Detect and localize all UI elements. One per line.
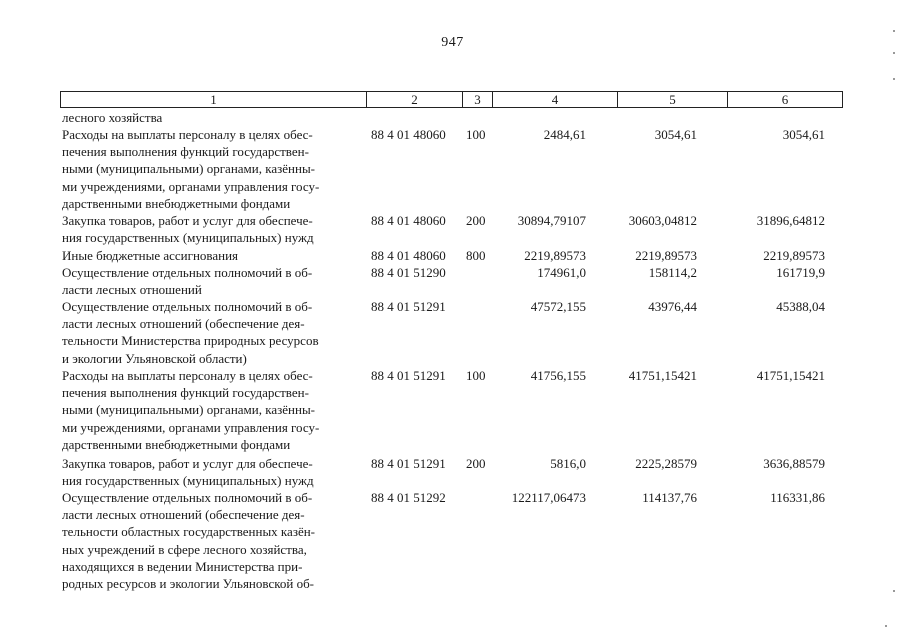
row-value-col5: 41751,15421 [628, 368, 697, 383]
row-description: Иные бюджетные ассигнования [62, 248, 239, 263]
row-value-col6: 2219,89573 [763, 248, 825, 263]
row-value-col4: 30894,79107 [517, 213, 586, 228]
row-value-col4: 2484,61 [543, 127, 586, 142]
header-col-3: 3 [463, 92, 493, 107]
row-value-col6: 41751,15421 [756, 368, 825, 383]
row-code: 88 4 01 48060 [371, 213, 446, 228]
scan-speck [893, 590, 895, 592]
row-description: лесного хозяйства [62, 110, 163, 125]
row-value-col4: 174961,0 [537, 265, 586, 280]
row-description: Расходы на выплаты персоналу в целях обес- печения выполнения функций государствен- ными (муниципальными) органами, казённы- ми учреждениями, органами управления госу- дарственными внебюджетными фондами [62, 127, 320, 211]
row-value-col5: 30603,04812 [628, 213, 697, 228]
page-number: 947 [441, 35, 464, 50]
header-col-1: 1 [61, 92, 367, 107]
row-value-col4: 5816,0 [550, 456, 586, 471]
row-type: 200 [466, 213, 486, 228]
row-code: 88 4 01 51291 [371, 299, 446, 314]
row-type: 100 [466, 368, 486, 383]
row-type: 800 [466, 248, 486, 263]
row-code: 88 4 01 51291 [371, 368, 446, 383]
table-header [60, 91, 843, 108]
row-code: 88 4 01 48060 [371, 248, 446, 263]
row-description: Осуществление отдельных полномочий в об- ласти лесных отношений (обеспечение дея- тельности Министерства природных ресурсов и экологии Ульяновской области) [62, 299, 319, 366]
scan-speck [893, 30, 895, 32]
header-col-5: 5 [618, 92, 728, 107]
row-code: 88 4 01 51292 [371, 490, 446, 505]
row-value-col4: 41756,155 [530, 368, 586, 383]
row-type: 100 [466, 127, 486, 142]
row-code: 88 4 01 51291 [371, 456, 446, 471]
row-value-col6: 116331,86 [770, 490, 825, 505]
row-type: 200 [466, 456, 486, 471]
row-value-col5: 43976,44 [648, 299, 697, 314]
row-value-col6: 3054,61 [782, 127, 825, 142]
row-value-col5: 158114,2 [648, 265, 697, 280]
row-description: Закупка товаров, работ и услуг для обеспече- ния государственных (муниципальных) нужд [62, 456, 314, 489]
header-col-4: 4 [493, 92, 618, 107]
row-description: Закупка товаров, работ и услуг для обеспече- ния государственных (муниципальных) нужд [62, 213, 314, 246]
row-value-col4: 2219,89573 [524, 248, 586, 263]
row-value-col6: 3636,88579 [763, 456, 825, 471]
row-value-col5: 2225,28579 [635, 456, 697, 471]
row-description: Осуществление отдельных полномочий в об- ласти лесных отношений (обеспечение дея- тельности областных государственных казён- ных учреждений в сфере лесного хозяйства, находящихся в ведении Министерства при- родных ресурсов и экологии Ульяновской об- [62, 490, 316, 592]
row-value-col6: 31896,64812 [756, 213, 825, 228]
row-value-col6: 161719,9 [776, 265, 825, 280]
row-value-col4: 47572,155 [530, 299, 586, 314]
header-col-2: 2 [367, 92, 463, 107]
row-value-col4: 122117,06473 [511, 490, 586, 505]
row-value-col5: 3054,61 [654, 127, 697, 142]
row-code: 88 4 01 48060 [371, 127, 446, 142]
row-code: 88 4 01 51290 [371, 265, 446, 280]
row-description: Расходы на выплаты персоналу в целях обес- печения выполнения функций государствен- ными (муниципальными) органами, казённы- ми учреждениями, органами управления госу- дарственными внебюджетными фондами [62, 368, 320, 452]
scan-speck [885, 625, 887, 627]
header-col-6: 6 [781, 92, 789, 107]
scan-speck [893, 52, 895, 54]
row-value-col5: 2219,89573 [635, 248, 697, 263]
scan-speck [893, 78, 895, 80]
row-value-col6: 45388,04 [776, 299, 825, 314]
row-value-col5: 114137,76 [642, 490, 697, 505]
row-description: Осуществление отдельных полномочий в об- ласти лесных отношений [62, 265, 313, 298]
